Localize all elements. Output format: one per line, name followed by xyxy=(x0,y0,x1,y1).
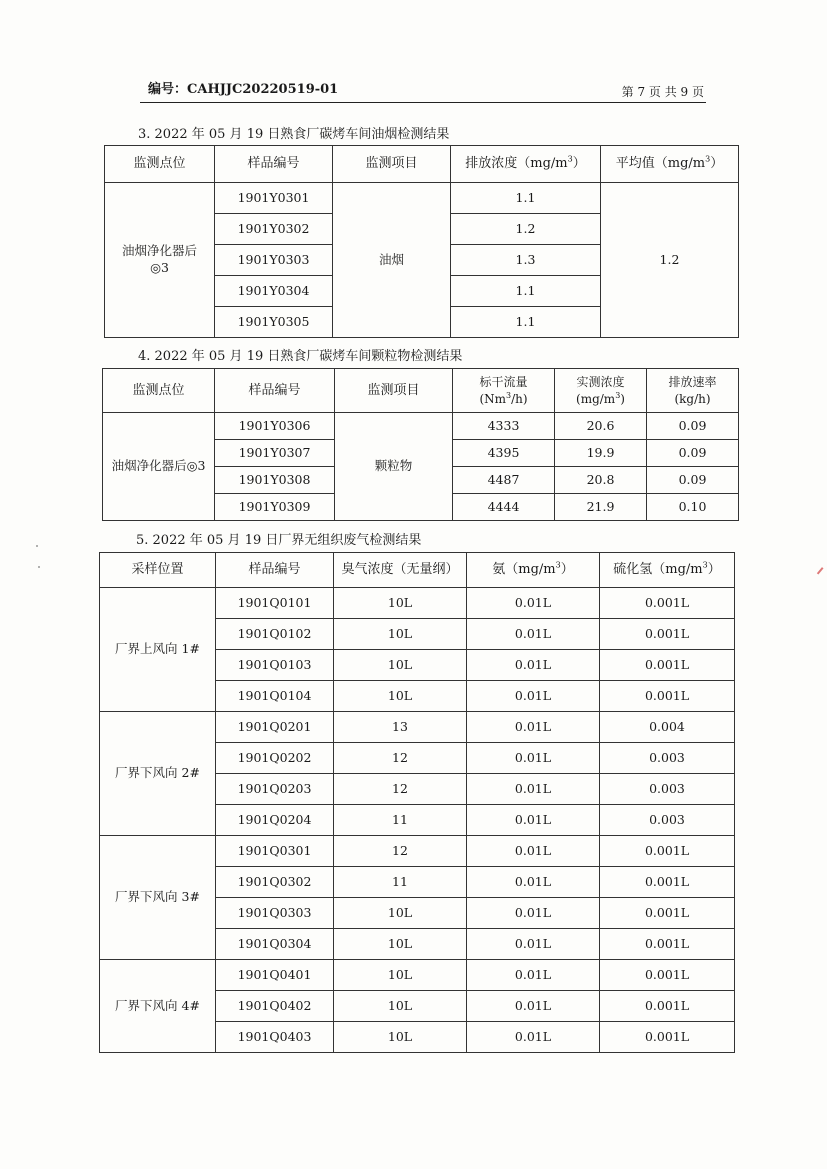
flow-cell: 4487 xyxy=(453,467,555,494)
flow-cell: 4333 xyxy=(453,413,555,440)
table-header-row xyxy=(100,553,735,588)
h2s-cell: 0.001L xyxy=(600,681,735,712)
odor-cell: 10L xyxy=(334,991,467,1022)
h2s-cell: 0.001L xyxy=(600,991,735,1022)
header-avg-sup: 3 xyxy=(705,154,711,164)
table-row xyxy=(103,413,739,440)
h2s-cell: 0.001L xyxy=(600,619,735,650)
sample-cell: 1901Q0403 xyxy=(216,1022,334,1053)
odor-cell: 12 xyxy=(334,836,467,867)
h2s-cell: 0.003 xyxy=(600,743,735,774)
header-avg-text: 平均值（mg/m xyxy=(615,156,706,172)
h2s-cell: 0.004 xyxy=(600,712,735,743)
header-rate-line2: (kg/h) xyxy=(674,391,711,406)
point-text: 油烟净化器后◎3 xyxy=(121,243,197,275)
particulate-table xyxy=(102,368,739,521)
header-nh3-end: ） xyxy=(560,562,574,578)
header-h2s xyxy=(600,553,735,588)
sample-cell: 1901Y0307 xyxy=(215,440,335,467)
sample-cell: 1901Q0304 xyxy=(216,929,334,960)
header-conc-end: ） xyxy=(572,156,586,172)
header-h2s-sup: 3 xyxy=(702,560,708,570)
h2s-cell: 0.001L xyxy=(600,960,735,991)
flow-cell: 4395 xyxy=(453,440,555,467)
header-rate xyxy=(647,369,739,413)
nh3-cell: 0.01L xyxy=(467,929,600,960)
page-header xyxy=(140,76,706,103)
header-point: 监测点位 xyxy=(105,146,215,183)
sample-cell: 1901Q0402 xyxy=(216,991,334,1022)
header-h2s-end: ） xyxy=(707,562,721,578)
odor-cell: 10L xyxy=(334,1022,467,1053)
rate-cell: 0.09 xyxy=(647,440,739,467)
scan-speck xyxy=(36,545,38,547)
nh3-cell: 0.01L xyxy=(467,867,600,898)
odor-cell: 10L xyxy=(334,960,467,991)
header-h2s-text: 硫化氢（mg/m xyxy=(613,562,703,578)
fugitive-gas-table xyxy=(99,552,735,1053)
average-cell: 1.2 xyxy=(601,183,739,338)
conc-cell: 20.8 xyxy=(555,467,647,494)
conc-cell: 1.2 xyxy=(451,214,601,245)
nh3-cell: 0.01L xyxy=(467,898,600,929)
location-cell: 厂界下风向 4# xyxy=(100,960,216,1053)
nh3-cell: 0.01L xyxy=(467,650,600,681)
item-cell: 颗粒物 xyxy=(335,413,453,521)
table-row xyxy=(100,712,735,743)
header-location: 采样位置 xyxy=(100,553,216,588)
sample-cell: 1901Q0302 xyxy=(216,867,334,898)
nh3-cell: 0.01L xyxy=(467,712,600,743)
header-nh3-text: 氨（mg/m xyxy=(492,562,556,578)
header-conc-end: ) xyxy=(620,391,625,406)
header-item: 监测项目 xyxy=(333,146,451,183)
h2s-cell: 0.001L xyxy=(600,836,735,867)
header-avg xyxy=(601,146,739,183)
h2s-cell: 0.001L xyxy=(600,929,735,960)
table-row xyxy=(100,836,735,867)
h2s-cell: 0.001L xyxy=(600,898,735,929)
header-conc-line1: 实测浓度 xyxy=(576,375,625,390)
header-conc-unit: (mg/m xyxy=(576,391,616,406)
nh3-cell: 0.01L xyxy=(467,681,600,712)
sample-cell: 1901Q0201 xyxy=(216,712,334,743)
header-conc xyxy=(451,146,601,183)
sample-cell: 1901Q0204 xyxy=(216,805,334,836)
rate-cell: 0.10 xyxy=(647,494,739,521)
conc-cell: 1.1 xyxy=(451,183,601,214)
point-cell xyxy=(105,183,215,338)
header-item: 监测项目 xyxy=(335,369,453,413)
nh3-cell: 0.01L xyxy=(467,805,600,836)
location-cell: 厂界下风向 3# xyxy=(100,836,216,960)
conc-cell: 19.9 xyxy=(555,440,647,467)
header-odor: 臭气浓度（无量纲） xyxy=(334,553,467,588)
sample-cell: 1901Q0301 xyxy=(216,836,334,867)
header-flow-line1: 标干流量 xyxy=(479,375,528,390)
rate-cell: 0.09 xyxy=(647,413,739,440)
header-conc-sup: 3 xyxy=(567,154,573,164)
odor-cell: 10L xyxy=(334,588,467,619)
header-flow-end: /h) xyxy=(511,391,528,406)
header-flow-unit: (Nm xyxy=(479,391,506,406)
point-text: 油烟净化器后◎3 xyxy=(111,458,206,474)
sample-cell: 1901Y0305 xyxy=(215,307,333,338)
section5-title: 5. 2022 年 05 月 19 日厂界无组织废气检测结果 xyxy=(136,533,422,548)
section3-title: 3. 2022 年 05 月 19 日熟食厂碳烤车间油烟检测结果 xyxy=(138,127,450,142)
odor-cell: 10L xyxy=(334,898,467,929)
odor-cell: 13 xyxy=(334,712,467,743)
sample-cell: 1901Q0104 xyxy=(216,681,334,712)
sample-cell: 1901Q0303 xyxy=(216,898,334,929)
sample-cell: 1901Y0306 xyxy=(215,413,335,440)
table-header-row xyxy=(103,369,739,413)
sample-cell: 1901Y0309 xyxy=(215,494,335,521)
sample-cell: 1901Q0203 xyxy=(216,774,334,805)
odor-cell: 10L xyxy=(334,650,467,681)
nh3-cell: 0.01L xyxy=(467,774,600,805)
header-flow-sup: 3 xyxy=(506,390,512,400)
conc-cell: 1.1 xyxy=(451,307,601,338)
header-nh3-sup: 3 xyxy=(555,560,561,570)
sample-cell: 1901Q0103 xyxy=(216,650,334,681)
rate-cell: 0.09 xyxy=(647,467,739,494)
odor-cell: 11 xyxy=(334,867,467,898)
report-number xyxy=(148,78,338,97)
table-header-row xyxy=(105,146,739,183)
sample-cell: 1901Q0102 xyxy=(216,619,334,650)
sample-cell: 1901Y0303 xyxy=(215,245,333,276)
page-info: 第 7 页 共 9 页 xyxy=(621,85,704,99)
h2s-cell: 0.003 xyxy=(600,805,735,836)
sample-cell: 1901Y0304 xyxy=(215,276,333,307)
h2s-cell: 0.001L xyxy=(600,650,735,681)
table-row xyxy=(100,588,735,619)
h2s-cell: 0.001L xyxy=(600,588,735,619)
conc-cell: 20.6 xyxy=(555,413,647,440)
header-rate-line1: 排放速率 xyxy=(668,375,717,390)
scan-speck xyxy=(38,566,40,568)
point-cell xyxy=(103,413,215,521)
odor-cell: 11 xyxy=(334,805,467,836)
location-cell: 厂界上风向 1# xyxy=(100,588,216,712)
location-cell: 厂界下风向 2# xyxy=(100,712,216,836)
odor-cell: 10L xyxy=(334,619,467,650)
nh3-cell: 0.01L xyxy=(467,1022,600,1053)
header-conc-sup: 3 xyxy=(615,390,621,400)
header-flow-line2 xyxy=(453,391,554,407)
header-nh3 xyxy=(467,553,600,588)
odor-cell: 10L xyxy=(334,929,467,960)
header-sample: 样品编号 xyxy=(215,146,333,183)
sample-cell: 1901Y0302 xyxy=(215,214,333,245)
conc-cell: 1.3 xyxy=(451,245,601,276)
h2s-cell: 0.001L xyxy=(600,1022,735,1053)
oil-fume-table xyxy=(104,145,739,338)
sample-cell: 1901Y0308 xyxy=(215,467,335,494)
nh3-cell: 0.01L xyxy=(467,743,600,774)
sample-cell: 1901Y0301 xyxy=(215,183,333,214)
table-row xyxy=(105,183,739,214)
header-conc-line2 xyxy=(555,391,646,407)
sample-cell: 1901Q0202 xyxy=(216,743,334,774)
section4-title: 4. 2022 年 05 月 19 日熟食厂碳烤车间颗粒物检测结果 xyxy=(138,349,463,364)
flow-cell: 4444 xyxy=(453,494,555,521)
report-number-value: CAHJJC20220519-01 xyxy=(187,82,339,97)
h2s-cell: 0.001L xyxy=(600,867,735,898)
sample-cell: 1901Q0101 xyxy=(216,588,334,619)
nh3-cell: 0.01L xyxy=(467,619,600,650)
h2s-cell: 0.003 xyxy=(600,774,735,805)
header-sample: 样品编号 xyxy=(215,369,335,413)
header-conc xyxy=(555,369,647,413)
header-flow xyxy=(453,369,555,413)
conc-cell: 21.9 xyxy=(555,494,647,521)
nh3-cell: 0.01L xyxy=(467,960,600,991)
header-avg-end: ） xyxy=(710,156,724,172)
nh3-cell: 0.01L xyxy=(467,588,600,619)
header-conc-text: 排放浓度（mg/m xyxy=(465,156,568,172)
header-sample: 样品编号 xyxy=(216,553,334,588)
odor-cell: 10L xyxy=(334,681,467,712)
header-point: 监测点位 xyxy=(103,369,215,413)
odor-cell: 12 xyxy=(334,743,467,774)
item-cell: 油烟 xyxy=(333,183,451,338)
report-number-label: 编号： xyxy=(148,82,188,97)
sample-cell: 1901Q0401 xyxy=(216,960,334,991)
conc-cell: 1.1 xyxy=(451,276,601,307)
nh3-cell: 0.01L xyxy=(467,991,600,1022)
odor-cell: 12 xyxy=(334,774,467,805)
table-row xyxy=(100,960,735,991)
nh3-cell: 0.01L xyxy=(467,836,600,867)
